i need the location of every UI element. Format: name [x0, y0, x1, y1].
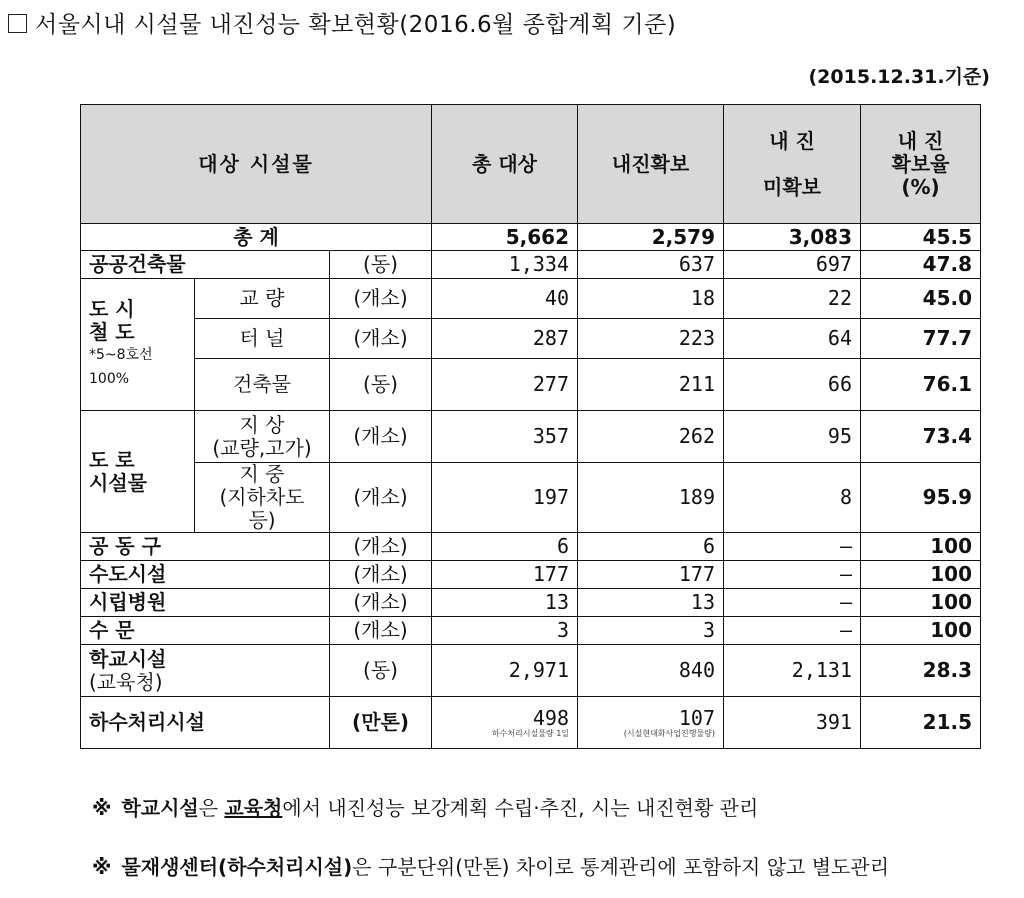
total-value: 197: [432, 463, 578, 533]
secured-value: 18: [578, 279, 724, 319]
rate-value: 76.1: [861, 359, 981, 411]
category-urban-rail: 도 시 철 도 *5~8호선 100%: [81, 279, 195, 411]
secured-value: 189: [578, 463, 724, 533]
header-object: 대상 시설물: [81, 105, 432, 224]
unsecured-value: 22: [724, 279, 861, 319]
rate-value: 28.3: [861, 645, 981, 697]
rate-value: 100: [861, 561, 981, 589]
unit: (개소): [330, 589, 432, 617]
table-header-row: [81, 105, 981, 224]
secured-value: 211: [578, 359, 724, 411]
unsecured-value: 391: [724, 697, 861, 749]
total-value: 177: [432, 561, 578, 589]
unsecured-value: 64: [724, 319, 861, 359]
unit: (동): [330, 645, 432, 697]
unit: (개소): [330, 561, 432, 589]
rate-value: 100: [861, 589, 981, 617]
secured-value: 262: [578, 411, 724, 463]
secured-value: 223: [578, 319, 724, 359]
unsecured-value: 95: [724, 411, 861, 463]
rate-value: 73.4: [861, 411, 981, 463]
total-value: 498 하수처리시설물량 1일: [432, 697, 578, 749]
total-value: 287: [432, 319, 578, 359]
category-label: 학교시설 (교육청): [81, 645, 330, 697]
unit: (개소): [330, 617, 432, 645]
table-row: [81, 533, 981, 561]
secured-value: 3: [578, 617, 724, 645]
category-label: 시립병원: [81, 589, 330, 617]
secured-value: 840: [578, 645, 724, 697]
rate-value: 77.7: [861, 319, 981, 359]
secured-value: 107 (시설현대화사업진행물량): [578, 697, 724, 749]
total-rate: 45.5: [861, 224, 981, 251]
unsecured-value: –: [724, 561, 861, 589]
unsecured-value: 2,131: [724, 645, 861, 697]
table-row: [81, 319, 981, 359]
rate-value: 100: [861, 617, 981, 645]
secured-value: 637: [578, 251, 724, 279]
total-value: 6: [432, 533, 578, 561]
category-label: 공 동 구: [81, 533, 330, 561]
unsecured-value: 697: [724, 251, 861, 279]
category-label: 수도시설: [81, 561, 330, 589]
category-label: 공공건축물: [81, 251, 330, 279]
unit: (동): [330, 359, 432, 411]
total-value: 2,971: [432, 645, 578, 697]
unsecured-value: –: [724, 533, 861, 561]
unit: (개소): [330, 319, 432, 359]
table-row: [81, 463, 981, 533]
unsecured-value: 8: [724, 463, 861, 533]
rate-value: 21.5: [861, 697, 981, 749]
unit: (개소): [330, 463, 432, 533]
table-row: [81, 251, 981, 279]
note-school: ※ 학교시설은 교육청에서 내진성능 보강계획 수립·추진, 시는 내진현황 관리: [92, 796, 759, 820]
table-row: [81, 359, 981, 411]
sub-label: 지 중 (지하차도 등): [195, 463, 330, 533]
total-value: 277: [432, 359, 578, 411]
header-total: 총 대상: [432, 105, 578, 224]
secured-value: 13: [578, 589, 724, 617]
table-row: [81, 411, 981, 463]
table-row: [81, 645, 981, 697]
table-row-total: [81, 224, 981, 251]
sub-label: 건축물: [195, 359, 330, 411]
header-unsecured: 내 진 미확보: [724, 105, 861, 224]
rate-value: 45.0: [861, 279, 981, 319]
table-row: [81, 617, 981, 645]
rate-value: 95.9: [861, 463, 981, 533]
total-label: 총 계: [81, 224, 432, 251]
sub-label: 교 량: [195, 279, 330, 319]
total-secured: 2,579: [578, 224, 724, 251]
total-count: 5,662: [432, 224, 578, 251]
unsecured-value: –: [724, 589, 861, 617]
secured-value: 177: [578, 561, 724, 589]
seismic-status-table: [80, 104, 981, 749]
sub-label: 터 널: [195, 319, 330, 359]
secured-value: 6: [578, 533, 724, 561]
unit: (개소): [330, 533, 432, 561]
total-value: 1,334: [432, 251, 578, 279]
total-value: 3: [432, 617, 578, 645]
rate-value: 47.8: [861, 251, 981, 279]
header-secured: 내진확보: [578, 105, 724, 224]
rate-value: 100: [861, 533, 981, 561]
note-sewage: ※ 물재생센터(하수처리시설)은 구분단위(만톤) 차이로 통계관리에 포함하지 않고 별도관리: [92, 855, 890, 879]
total-unsecured: 3,083: [724, 224, 861, 251]
header-rate: 내 진 확보율 (%): [861, 105, 981, 224]
checkbox-icon: [8, 14, 27, 33]
unit: (동): [330, 251, 432, 279]
category-label: 수 문: [81, 617, 330, 645]
unit: (개소): [330, 279, 432, 319]
total-value: 357: [432, 411, 578, 463]
page-title: 서울시내 시설물 내진성능 확보현황(2016.6월 종합계획 기준): [8, 6, 676, 39]
unsecured-value: –: [724, 617, 861, 645]
table-row: [81, 279, 981, 319]
unit: (만톤): [330, 697, 432, 749]
table-row: [81, 589, 981, 617]
table-row: [81, 561, 981, 589]
category-road: 도 로 시설물: [81, 411, 195, 533]
total-value: 40: [432, 279, 578, 319]
table-row: [81, 697, 981, 749]
unsecured-value: 66: [724, 359, 861, 411]
category-label: 하수처리시설: [81, 697, 330, 749]
total-value: 13: [432, 589, 578, 617]
basis-date: (2015.12.31.기준): [808, 66, 990, 88]
sub-label: 지 상 (교량,고가): [195, 411, 330, 463]
unit: (개소): [330, 411, 432, 463]
